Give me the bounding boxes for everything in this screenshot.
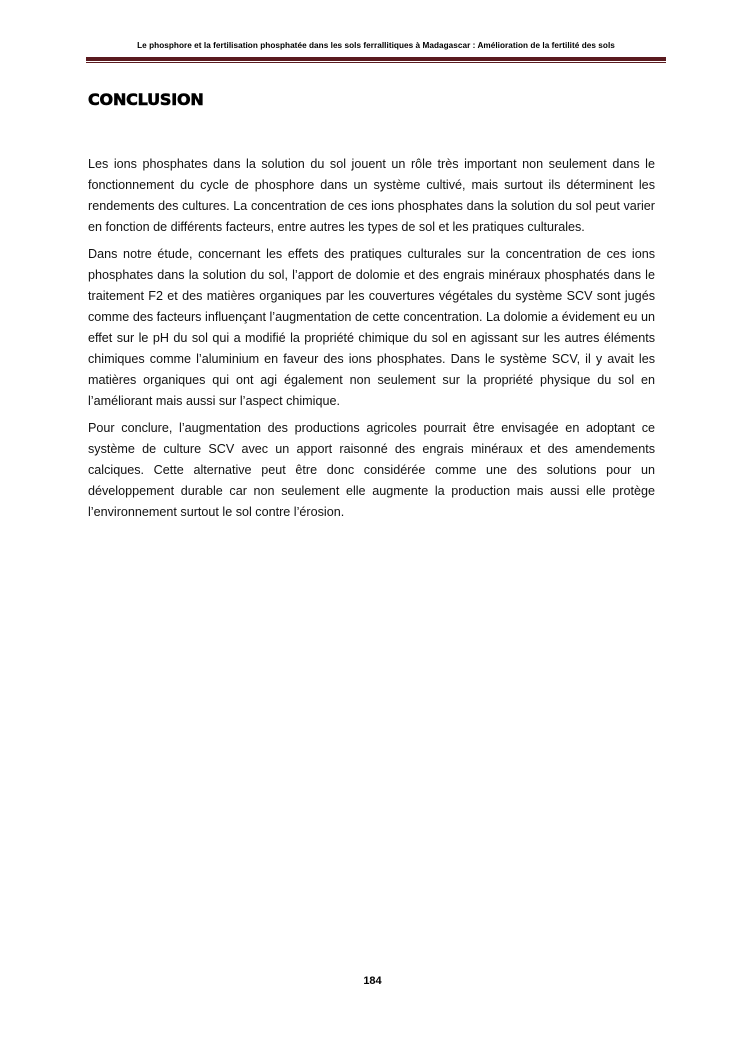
body-text: [88, 154, 655, 529]
section-title: CONCLUSION: [88, 90, 204, 109]
running-header: Le phosphore et la fertilisation phosphatée dans les sols ferrallitiques à Madagascar : Amélioration de la fertilité des sols: [137, 41, 615, 50]
page-number: 184: [363, 975, 382, 987]
header-rule-thin: [86, 62, 666, 63]
paragraph-1: Les ions phosphates dans la solution du sol jouent un rôle très important non seulement dans le fonctionnement du cycle de phosphore dans un système cultivé, mais surtout ils déterminent les rendements des cultures. La concentration de ces ions phosphates dans la solution du sol peut varier en fonction de différents facteurs, entre autres les types de sol et les pratiques culturales.: [88, 157, 655, 234]
header-rule: [86, 57, 666, 61]
paragraph-3: Pour conclure, l’augmentation des productions agricoles pourrait être envisagée en adoptant ce système de culture SCV avec un apport raisonné des engrais minéraux et des amendements calciques. Cette alternative peut être donc considérée comme une des solutions pour un développement durable car non seulement elle augmente la production mais aussi elle protège l’environnement surtout le sol contre l’érosion.: [88, 421, 655, 519]
paragraph-2: Dans notre étude, concernant les effets des pratiques culturales sur la concentration de ces ions phosphates dans la solution du sol, l’apport de dolomie et des engrais minéraux phosphatés dans le traitement F2 et des matières organiques par les couvertures végétales du système SCV sont jugés comme des facteurs influençant l’augmentation de cette concentration. La dolomie a évidement eu un effet sur le pH du sol qui a modifié la propriété chimique du sol en agissant sur les autres éléments chimiques comme l’aluminium en faveur des ions phosphates. Dans le système SCV, il y avait les matières organiques qui ont agi également non seulement sur la propriété physique du sol en l’améliorant mais aussi sur l’aspect chimique.: [88, 247, 655, 408]
